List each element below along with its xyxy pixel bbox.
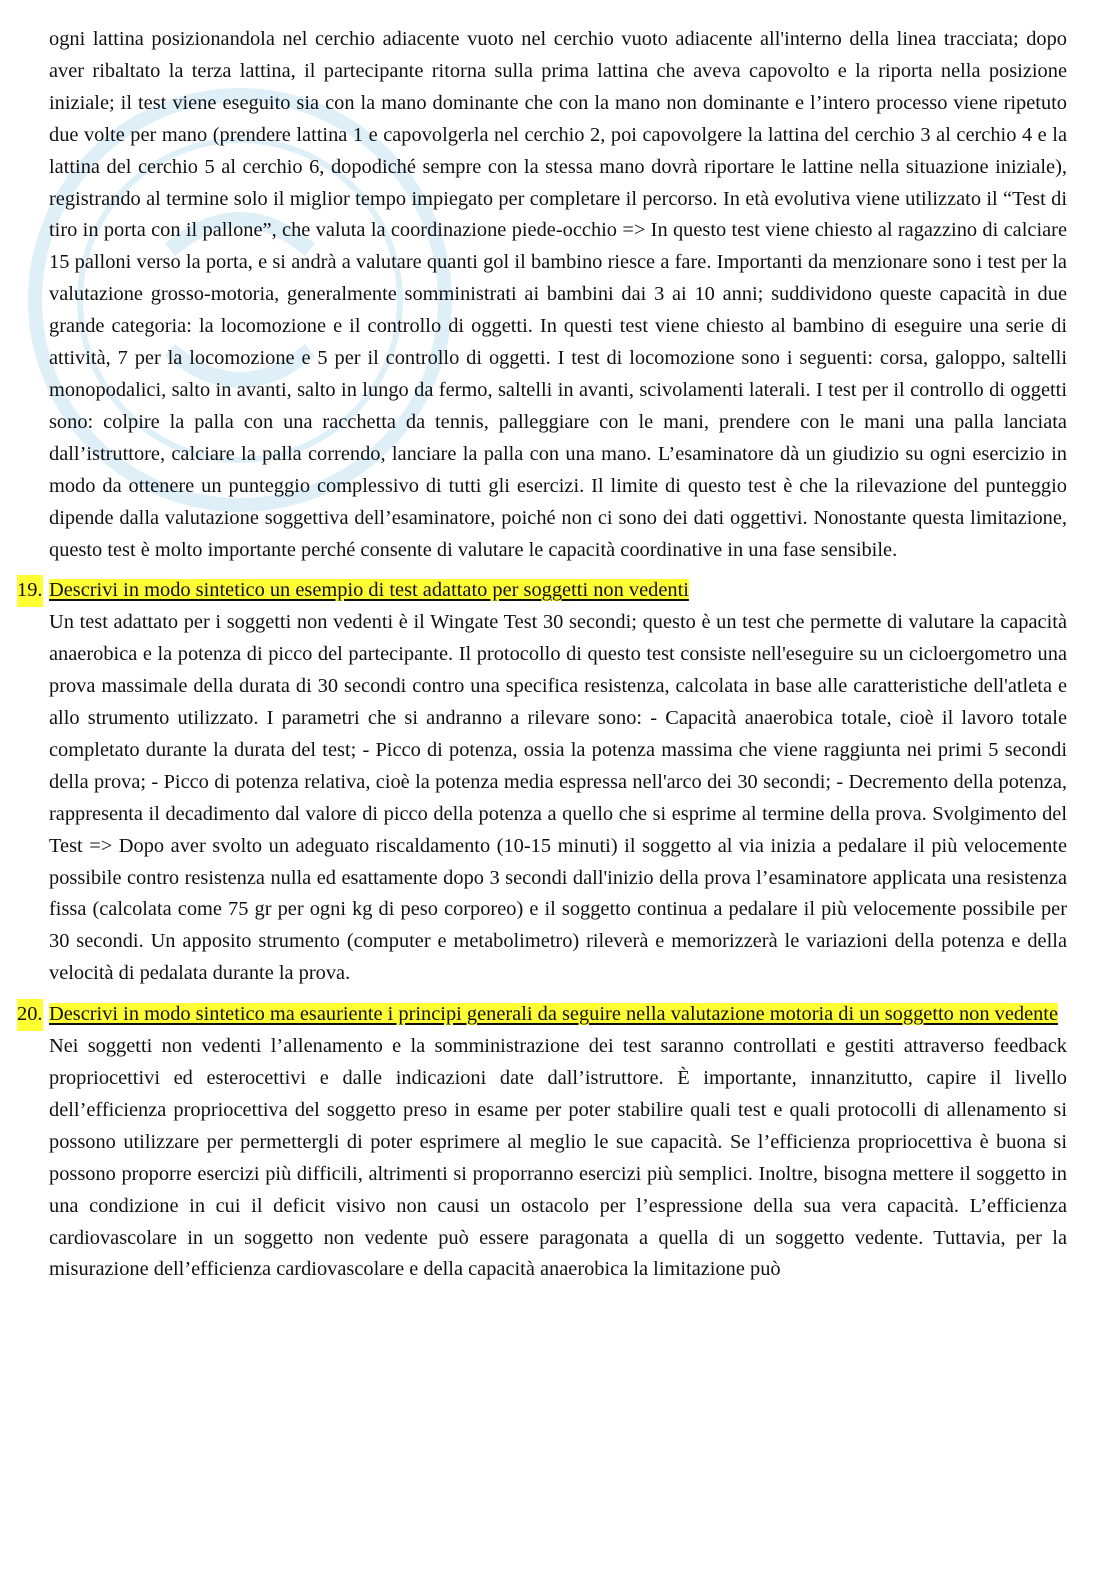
document-page (17, 24, 1067, 1286)
paragraph-blind-assessment-principles: Nei soggetti non vedenti l’allenamento e la somministrazione dei test saranno controllati e gestiti attraverso feedback propriocettivi ed esterocettivi e dalle indicazioni date dall’istruttore. È importante, innanzitutto, capire il livello dell’efficienza propriocettiva del soggetto preso in esame per poter stabilire quali test e quali protocolli di allenamento si possono utilizzare per permettergli di poter esprimere al meglio le sue capacità. Se l’efficienza propriocettiva è buona si possono proporre esercizi più difficili, altrimenti si proporranno esercizi più semplici. Inoltre, bisogna mettere il soggetto in una condizione in cui il deficit visivo non causi un ostacolo per l’espressione della sua vera capacità. L’efficienza cardiovascolare in un soggetto non vedente può essere paragonata a quella di un soggetto vedente. Tuttavia, per la misurazione dell’efficienza cardiovascolare e della capacità anaerobica la limitazione può (49, 1035, 1067, 1281)
question-19-text: Descrivi in modo sintetico un esempio di test adattato per soggetti non vedenti (49, 579, 689, 602)
paragraph-wingate-test: Un test adattato per i soggetti non vedenti è il Wingate Test 30 secondi; questo è un test che permette di valutare la capacità anaerobica e la potenza di picco del partecipante. Il protocollo di questo test consiste nell'eseguire su un cicloergometro una prova massimale della durata di 30 secondi contro una specifica resistenza, calcolata in base alle caratteristiche dell'atleta e allo strumento utilizzato. I parametri che si andranno a rilevare sono: - Capacità anaerobica totale, cioè il lavoro totale completato durante la durata del test; - Picco di potenza, ossia la potenza massima che viene raggiunta nei primi 5 secondi della prova; - Picco di potenza relativa, cioè la potenza media espressa nell'arco dei 30 secondi; - Decremento della potenza, rappresenta il decadimento dal valore di picco della potenza a quello che si esprime al termine della prova. Svolgimento del Test => Dopo aver svolto un adeguato riscaldamento (10-15 minuti) il soggetto al via inizia a pedalare il più velocemente possibile contro resistenza nulla ed esattamente dopo 3 secondi dall'inizio della prova l’esaminatore applicata una resistenza fissa (calcolata come 75 gr per ogni kg di peso corporeo) e il soggetto continua a pedalare il più velocemente possibile per 30 secondi. Un apposito strumento (computer e metabolimetro) rileverà e memorizzerà le variazioni della potenza e della velocità di pedalata durante la prova. (49, 611, 1067, 985)
question-20 (17, 999, 1067, 1031)
question-19-number: 19. (17, 575, 43, 607)
question-20-text: Descrivi in modo sintetico ma esauriente i principi generali da seguire nella valutazione motoria di un soggetto non vedente (49, 1003, 1059, 1026)
question-20-number: 20. (17, 999, 43, 1031)
paragraph-hand-coordination-tests: ogni lattina posizionandola nel cerchio adiacente vuoto nel cerchio vuoto adiacente all'interno della linea tracciata; dopo aver ribaltato la terza lattina, il partecipante ritorna sulla prima lattina che aveva capovolto e la riporta nella posizione iniziale; il test viene eseguito sia con la mano dominante che con la mano non dominante e l’intero processo viene ripetuto due volte per mano (prendere lattina 1 e capovolgerla nel cerchio 2, poi capovolgere la lattina del cerchio 3 al cerchio 4 e la lattina del cerchio 5 al cerchio 6, dopodiché sempre con la stessa mano dovrà riportare le lattine nella situazione iniziale), registrando al termine solo il miglior tempo impiegato per completare il percorso. In età evolutiva viene utilizzato il “Test di tiro in porta con il pallone”, che valuta la coordinazione piede-occhio => In questo test viene chiesto al ragazzino di calciare 15 palloni verso la porta, e si andrà a valutare quanti gol il bambino riesce a fare. Importanti da menzionare sono i test per la valutazione grosso-motoria, generalmente somministrati ai bambini dai 3 ai 10 anni; suddividono queste capacità in due grande categoria: la locomozione e il controllo di oggetti. In questi test viene chiesto al bambino di eseguire una serie di attività, 7 per la locomozione e 5 per il controllo di oggetti. I test di locomozione sono i seguenti: corsa, galoppo, saltelli monopodalici, salto in avanti, salto in lungo da fermo, saltelli in avanti, scivolamenti laterali. I test per il controllo di oggetti sono: colpire la palla con una racchetta da tennis, palleggiare con le mani, prendere con le mani una palla lanciata dall’istruttore, calciare la palla correndo, lanciare la palla con una mano. L’esaminatore dà un giudizio su ogni esercizio in modo da ottenere un punteggio complessivo di tutti gli esercizi. Il limite di questo test è che la rilevazione del punteggio dipende dalla valutazione soggettiva dell’esaminatore, poiché non ci sono dei dati oggettivi. Nonostante questa limitazione, questo test è molto importante perché consente di valutare le capacità coordinative in una fase sensibile. (49, 28, 1067, 561)
question-19 (17, 575, 1067, 607)
